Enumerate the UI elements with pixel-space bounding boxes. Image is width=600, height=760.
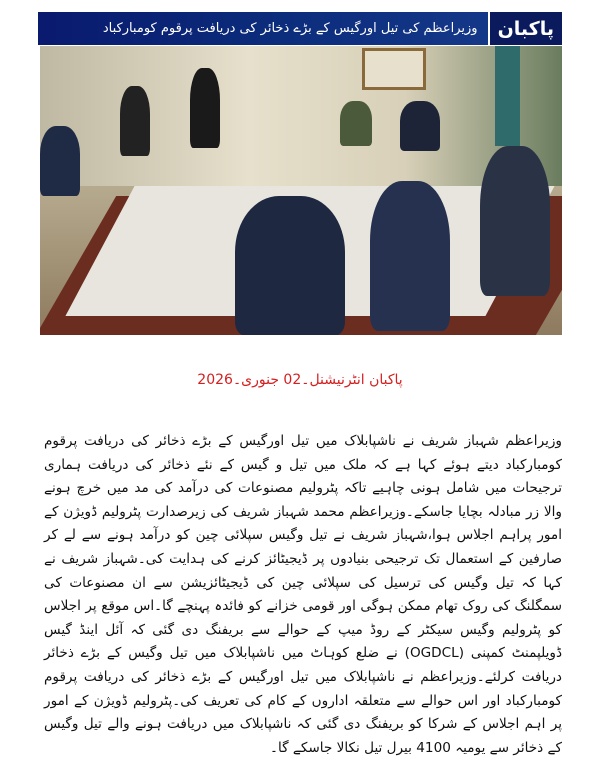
- photo-person: [190, 68, 220, 148]
- headline-banner: [38, 12, 562, 45]
- photo-wall-frame: [362, 48, 426, 90]
- headline: وزیراعظم کی تیل اورگیس کے بڑے ذخائر کی دریافت پرقوم کومبارکباد: [102, 21, 478, 36]
- photo-person: [400, 101, 440, 151]
- photo-person: [340, 101, 372, 146]
- photo-person: [480, 146, 550, 296]
- photo-person: [120, 86, 150, 156]
- photo-person: [40, 126, 80, 196]
- photo-curtain: [495, 46, 520, 146]
- photo-wall: [40, 46, 562, 186]
- meeting-photo: [40, 46, 562, 335]
- article-body: وزیراعظم شہباز شریف نے ناشپابلاک میں تیل اورگیس کے بڑے ذخائر کی دریافت پرقوم کومبارکباد دیتے ہوئے کہا ہے کہ ملک میں تیل و گیس کے نئے ذخائر کی دریافت ہماری ترجیحات میں شامل ہونی چاہیے تاکہ پٹرولیم مصنوعات کی درآمد کی مد میں خرچ ہونے والا زر مبادلہ بچایا جاسکے۔وزیراعظم محمد شہباز شریف کی زیرصدارت پٹرولیم ڈویژن کے امور پراہم اجلاس ہوا،شہباز شریف نے تیل وگیس سپلائی چین کو درآمد ہونے سے لے کر صارفین کے استعمال تک ترجیحی بنیادوں پر ڈیجیٹائز کرنے کی ہدایت کی۔شہباز شریف نے کہا کہ تیل وگیس کی ترسیل کی سپلائی چین کی ڈیجیٹائزیشن سے ان مصنوعات کی سمگلنگ کی روک تھام ممکن ہوگی اور قومی خزانے کو فائدہ پہنچے گا۔اس موقع پر اجلاس کو پٹرولیم وگیس سیکٹر کے روڈ میپ کے حوالے سے بریفنگ دی گئی کہ آئل اینڈ گیس ڈویلپمنٹ کمپنی (OGDCL) نے ضلع کوہاٹ میں ناشپابلاک میں تیل وگیس کے بڑے ذخائر دریافت کرلئے۔وزیراعظم نے ناشپابلاک میں تیل اورگیس کے بڑے ذخائر کی دریافت پرقوم کومبارکباد اور اس حوالے سے متعلقہ اداروں کے کام کی تعریف کی۔پٹرولیم ڈویژن کے امور پر اہم اجلاس کے شرکا کو بریفنگ دی گئی کہ ناشپابلاک میں دریافت ہونے والے تیل وگیس کے ذخائر سے یومیہ 4100 بیرل تیل نکالا جاسکے گا۔: [44, 433, 563, 756]
- dateline: پاکبان انٹرنیشنل۔02 جنوری۔2026: [197, 372, 403, 388]
- photo-person: [235, 196, 345, 335]
- photo-person: [370, 181, 450, 331]
- brand-logo: پاکبان: [488, 12, 562, 45]
